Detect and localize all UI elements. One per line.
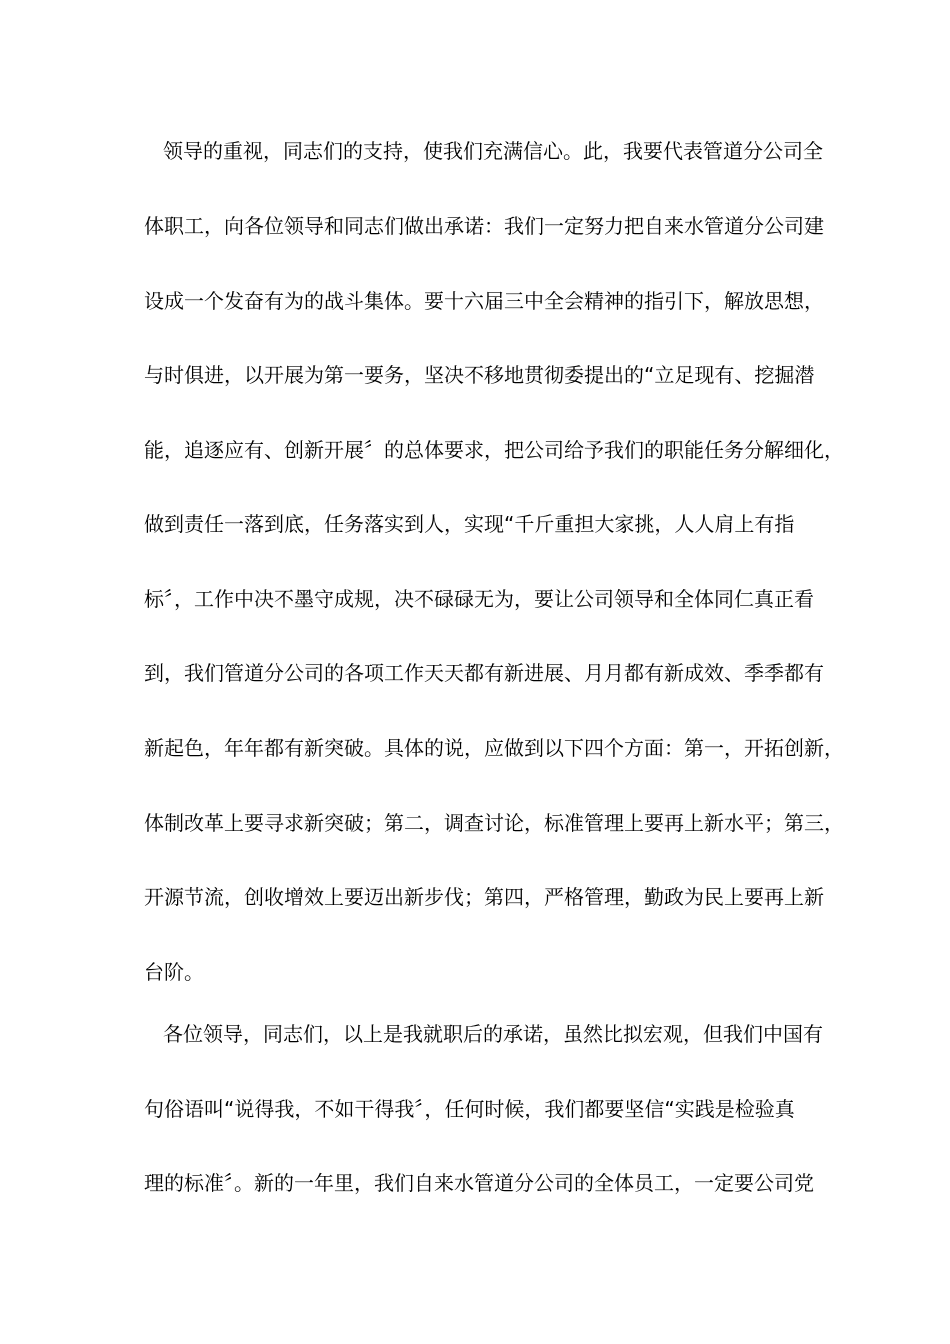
paragraph-1-line-8: 到，我们管道分公司的各项工作天天都有新进展、月月都有新成效、季季都有: [144, 661, 824, 685]
paragraph-1-line-7: 标〞，工作中决不墨守成规，决不碌碌无为，要让公司领导和全体同仁真正看: [144, 587, 814, 611]
paragraph-1-line-10: 体制改革上要寻求新突破；第二，调查讨论，标准管理上要再上新水平；第三，: [144, 811, 844, 835]
paragraph-1-line-1: 领导的重视，同志们的支持，使我们充满信心。此，我要代表管道分公司全: [163, 139, 823, 163]
paragraph-1-line-2: 体职工，向各位领导和同志们做出承诺：我们一定努力把自来水管道分公司建: [144, 214, 824, 238]
paragraph-1-line-9: 新起色，年年都有新突破。具体的说，应做到以下四个方面：第一，开拓创新，: [144, 736, 844, 760]
paragraph-1-line-3: 设成一个发奋有为的战斗集体。要十六届三中全会精神的指引下，解放思想，: [144, 289, 824, 313]
paragraph-2-line-1: 各位领导，同志们，以上是我就职后的承诺，虽然比拟宏观，但我们中国有: [163, 1022, 823, 1046]
paragraph-1-line-12: 台阶。: [144, 960, 204, 984]
paragraph-1-line-4: 与时俱进，以开展为第一要务，坚决不移地贯彻委提出的“立足现有、挖掘潜: [144, 363, 815, 387]
paragraph-1-line-11: 开源节流，创收增效上要迈出新步伐；第四，严格管理，勤政为民上要再上新: [144, 885, 824, 909]
paragraph-1-line-5: 能，追逐应有、创新开展〞的总体要求，把公司给予我们的职能任务分解细化，: [144, 438, 844, 462]
paragraph-1-line-6: 做到责任一落到底，任务落实到人，实现“千斤重担大家挑，人人肩上有指: [144, 512, 795, 536]
paragraph-2-line-3: 理的标准〞。新的一年里，我们自来水管道分公司的全体员工，一定要公司党: [144, 1171, 814, 1195]
paragraph-2-line-2: 句俗语叫“说得我，不如干得我〞，任何时候，我们都要坚信“实践是检验真: [144, 1097, 795, 1121]
